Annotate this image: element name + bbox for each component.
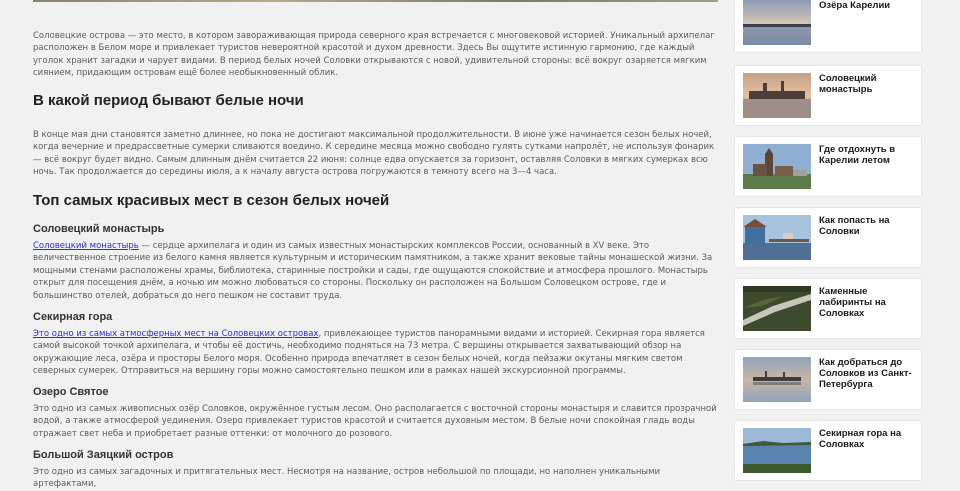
place-paragraph-sekirnaya [33,328,718,378]
sekirnaya-link[interactable]: Это одно из самых атмосферных мест на Соловецких островах [33,329,319,339]
article-image-bottom-edge [33,0,718,2]
section-heading-top-places: Топ самых красивых мест в сезон белых ночей [33,192,390,209]
related-card-from-spb[interactable] [735,350,921,409]
related-card-lakes-karelia[interactable] [735,0,921,52]
place-paragraph-zayatsky: Это одно из самых загадочных и притягательных мест. Несмотря на название, остров небольшой по площади, но наполнен уникальными артефактами, [33,467,661,490]
related-card-get-to-solovki[interactable] [735,208,921,267]
related-card-title: Каменные лабиринты на Соловках [819,286,886,319]
related-card-title: Секирная гора на Соловках [819,428,902,450]
place-heading-monastery: Соловецкий монастырь [33,223,165,235]
monastery-link[interactable]: Соловецкий монастырь [33,241,139,251]
related-card-title: Как добраться до Соловков из Санкт-Петербурга [819,357,912,390]
related-card-monastery[interactable] [735,66,921,125]
place-paragraph-lake-svyatoe: Это одно из самых живописных озёр Соловков, окружённое густым лесом. Оно располагается с восточной стороны монастыря и славится прозрачной водой, а также атмосферой уединения. Озеро привлекает туристов красотой и считается духовным местом. В белые ночи спокойная гладь воды отражает свет неба и приобретает разные оттенки: от молочного до розового. [33,404,717,439]
monastery-reflection-image [743,357,811,402]
sea-view-image [743,428,811,473]
related-card-sekirnaya[interactable] [735,421,921,480]
place-paragraph-monastery [33,240,718,302]
place-heading-sekirnaya: Секирная гора [33,311,113,323]
related-articles-sidebar [735,0,960,479]
place-heading-zayatsky: Большой Заяцкий остров [33,449,174,461]
place-heading-lake-svyatoe: Озеро Святое [33,386,109,398]
related-card-title: Озёра Карелии [819,0,891,11]
place-text-sekirnaya: , привлекающее туристов панорамными видами и историей. Секирная гора является самой высокой точкой архипелага, и чтобы её достичь, необходимо подняться на 73 метра. С вершины открывается захватывающий обзор на окружающие леса, озёра и просторы Белого моря. Особенно природа впечатляет в сезон белых ночей, когда пейзажи окутаны мягким светом северных сумерек. Отправиться на вершину горы можно самостоятельно пешком или в рамках нашей экскурсионной программы. [33,329,705,377]
intro-paragraph: Соловецкие острова — это место, в котором завораживающая природа северного края встречается с многовековой историей. Уникальный архипелаг расположен в Белом море и привлекает туристов невероятной красотой и духом древности. Здесь Вы ощутите истинную гармонию, где каждый уголок хранит загадки и чарует видами. В период белых ночей Соловки открываются с новой, удивительной стороны: всё вокруг озаряется мягким сиянием, придающим островам ещё более необыкновенный облик. [33,31,715,79]
white-nights-paragraph: В конце мая дни становятся заметно длиннее, но пока не достигают максимальной продолжительности. В июне уже начинается сезон белых ночей, когда вечерние и предрассветные сумерки сливаются воедино. К середине месяца можно свободно гулять сутками напролёт, не используя фонарик — всё вокруг будет видно. Самым длинным днём считается 22 июня: солнце едва опускается за горизонт, оставляя Соловки в мягких сумерках всю ночь. Так продолжается до середины июля, а к началу августа острова погружаются в темноту всего на 3—4 часа. [33,130,715,178]
related-card-stone-labyrinths[interactable] [735,279,921,338]
monastery-sunset-image [743,73,811,118]
place-text-monastery: — сердце архипелага и один из самых известных монастырских комплексов России, основанный в XV веке. Это величественное строение из белого камня является культурным и историческим памятником, а также хранит вековые тайны монашеской жизни. За мощными стенами расположены храмы, библиотека, старинные постройки и сады, где ощущаются спокойствие и атмосфера прошлого. Монастырь открыт для посещения днём, а ночью им можно любоваться со стороны. Поскольку он расположен на Большом Соловецком острове, где и большинство отелей, добраться до него пешком не составит труда. [33,241,713,301]
stone-labyrinth-image [743,286,811,331]
related-card-karelia-summer[interactable] [735,137,921,196]
related-card-title: Как попасть на Соловки [819,215,890,237]
section-heading-white-nights-period: В какой период бывают белые ночи [33,92,304,109]
kizhi-church-image [743,144,811,189]
related-card-title: Соловецкий монастырь [819,73,877,95]
lake-sunset-image [743,0,811,45]
blue-house-pier-image [743,215,811,260]
related-card-title: Где отдохнуть в Карелии летом [819,144,896,166]
